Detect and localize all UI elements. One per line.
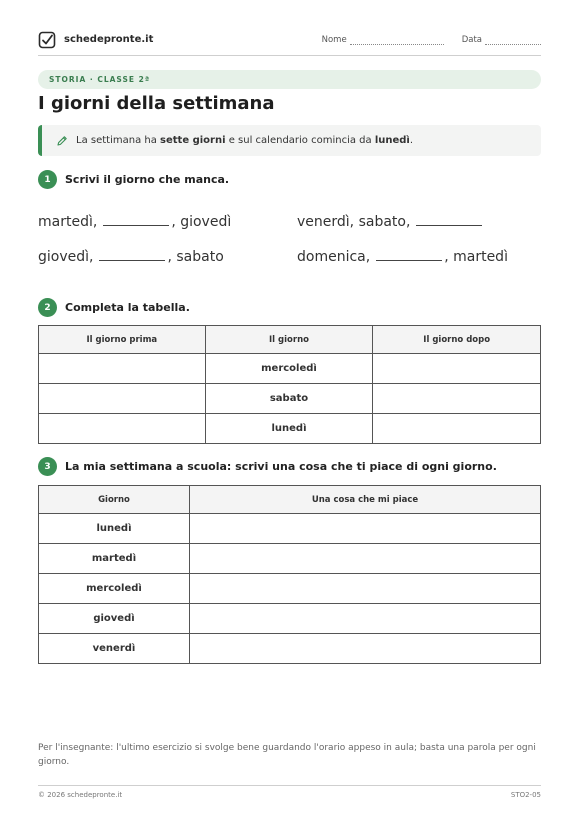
- day-cell: martedì: [39, 544, 190, 574]
- sequence-text: domenica,: [297, 249, 371, 265]
- answer-cell[interactable]: [373, 354, 541, 384]
- answer-blank[interactable]: [103, 225, 169, 226]
- days-table: [38, 325, 541, 444]
- column-header: Il giorno prima: [39, 326, 206, 354]
- table-row: [39, 514, 541, 544]
- pencil-icon: [56, 135, 68, 147]
- answer-cell[interactable]: [190, 634, 541, 664]
- column-header: Il giorno: [205, 326, 373, 354]
- day-cell: lunedì: [205, 414, 373, 444]
- header-fields: [322, 35, 541, 45]
- column-header: Giorno: [39, 486, 190, 514]
- subject-bar: STORIA · CLASSE 2ª: [38, 70, 541, 89]
- sequence-text: giovedì,: [38, 249, 94, 265]
- brand: [38, 31, 153, 49]
- answer-blank[interactable]: [376, 260, 442, 261]
- sheet-code: STO2-05: [510, 791, 541, 799]
- name-line[interactable]: [350, 36, 444, 45]
- brand-name: schedepronte.it: [64, 34, 154, 45]
- sequence-text: , martedì: [444, 249, 508, 265]
- table-row: [39, 544, 541, 574]
- answer-blank[interactable]: [99, 260, 165, 261]
- exercise-number: 1: [38, 170, 57, 189]
- note-text: La settimana ha sette giorni e sul calendario comincia da lunedì.: [76, 135, 414, 146]
- sequence-2: [297, 214, 484, 230]
- date-label: Data: [461, 34, 482, 45]
- day-cell: sabato: [205, 384, 373, 414]
- day-cell: venerdì: [39, 634, 190, 664]
- exercise-3-heading: [38, 457, 497, 476]
- sequence-text: venerdì, sabato,: [297, 214, 411, 230]
- exercise-1-heading: [38, 170, 229, 189]
- sequence-text: , giovedì: [171, 214, 232, 230]
- day-cell: mercoledì: [39, 574, 190, 604]
- table-row: [39, 634, 541, 664]
- school-week-table: [38, 485, 541, 664]
- answer-cell[interactable]: [39, 354, 206, 384]
- day-cell: giovedì: [39, 604, 190, 634]
- name-field[interactable]: [322, 35, 444, 45]
- answer-cell[interactable]: [190, 604, 541, 634]
- exercise-number: 3: [38, 457, 57, 476]
- day-cell: lunedì: [39, 514, 190, 544]
- answer-blank[interactable]: [416, 225, 482, 226]
- answer-cell[interactable]: [190, 514, 541, 544]
- table-row: [39, 574, 541, 604]
- table-row: [39, 384, 541, 414]
- table-row: [39, 414, 541, 444]
- column-header: Il giorno dopo: [373, 326, 541, 354]
- sequence-text: , sabato: [167, 249, 224, 265]
- sequence-3: [38, 249, 224, 265]
- sequence-4: [297, 249, 508, 265]
- exercise-prompt: Scrivi il giorno che manca.: [65, 173, 230, 186]
- answer-cell[interactable]: [39, 384, 206, 414]
- table-row: [39, 354, 541, 384]
- answer-cell[interactable]: [190, 544, 541, 574]
- teacher-note: Per l'insegnante: l'ultimo esercizio si svolge bene guardando l'orario appeso in aula; basta una parola per ogni giorno.: [38, 743, 536, 767]
- page-footer: [38, 785, 541, 799]
- date-field[interactable]: [462, 35, 541, 45]
- answer-cell[interactable]: [373, 414, 541, 444]
- page-header: [38, 30, 541, 56]
- sequence-1: [38, 214, 231, 230]
- info-note: [38, 125, 541, 156]
- exercise-prompt: La mia settimana a scuola: scrivi una cosa che ti piace di ogni giorno.: [65, 460, 497, 473]
- answer-cell[interactable]: [39, 414, 206, 444]
- page-title: I giorni della settimana: [38, 93, 275, 114]
- answer-cell[interactable]: [373, 384, 541, 414]
- date-line[interactable]: [485, 36, 541, 45]
- table-row: [39, 604, 541, 634]
- column-header: Una cosa che mi piace: [190, 486, 541, 514]
- name-label: Nome: [321, 34, 347, 45]
- copyright: © 2026 schedepronte.it: [38, 791, 123, 799]
- sequence-text: martedì,: [38, 214, 98, 230]
- exercise-prompt: Completa la tabella.: [65, 301, 190, 314]
- checkbox-logo-icon: [38, 31, 56, 49]
- exercise-number: 2: [38, 298, 57, 317]
- answer-cell[interactable]: [190, 574, 541, 604]
- day-cell: mercoledì: [205, 354, 373, 384]
- exercise-2-heading: [38, 298, 190, 317]
